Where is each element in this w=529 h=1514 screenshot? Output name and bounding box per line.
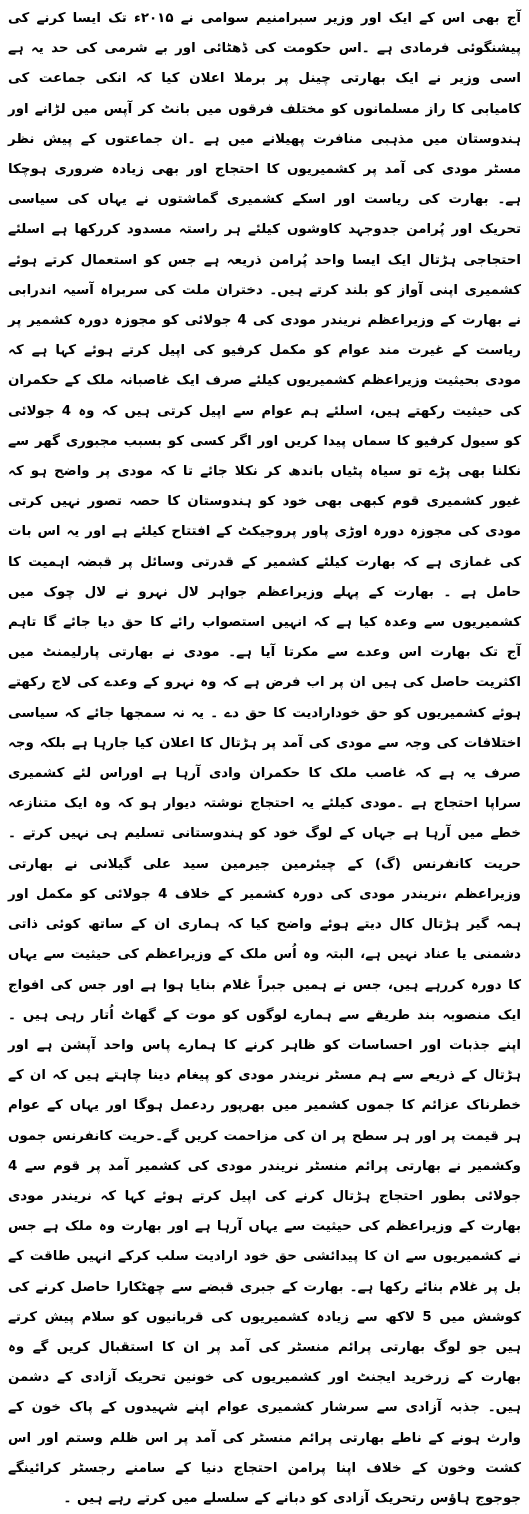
article-paragraph: آج بھی اس کے ایک اور وزیر سبرامنیم سوامی نے ۲۰۱۵ء تک ایسا کرنے کی پیشنگوئی فرمادی ہے ۔اس حکومت کی ڈھٹائی اور بے شرمی کی حد یہ ہے اسی وزیر نے ایک بھارتی چینل پر برملا اعلان کیا کہ انکی جماعت کی کامیابی کا راز مسلمانوں کو مختلف فرقوں میں بانٹ کر آپس میں لڑانے اور ہندوستان میں مذہبی منافرت پھیلانے میں ہے ۔ان جماعتوں کے پیش نظر مسٹر مودی کی آمد پر کشمیریوں کا احتجاج اور بھی زیادہ ضروری ہوچکا ہے۔ بھارت کی ریاست اور اسکے کشمیری گماشتوں نے یہاں کی سیاسی تحریک اور پُرامن جدوجہد کاوشوں کیلئے ہر راستہ مسدود کررکھا ہے اسلئے احتجاجی ہڑتال ایک ایسا واحد پُرامن ذریعہ ہے جس کو استعمال کرتے ہوئے کشمیری اپنی آواز کو بلند کرتے ہیں۔ دختران ملت کی سربراہ آسیہ اندرابی نے بھارت کے وزیراعظم نریندر مودی کی 4 جولائی کو مجوزہ دورہ کشمیر پر ریاست کے غیرت مند عوام کو مکمل کرفیو کی اپیل کرتے ہوئے کہا ہے کہ مودی بحیثیت وزیراعظم کشمیریوں کیلئے صرف ایک غاصبانہ ملک کے حکمران کی حیثیت رکھتے ہیں، اسلئے ہم عوام سے اپیل کرتی ہیں کہ وہ 4 جولائی کو سیول کرفیو کا سماں پیدا کریں اور اگر کسی کو بسبب مجبوری گھر سے نکلنا بھی پڑے تو سیاہ پٹیاں باندھ کر نکلا جائے تا کہ مودی پر واضح ہو کہ غیور کشمیری قوم کبھی بھی خود کو ہندوستان کا حصہ تصور نہیں کرتی مودی کی مجوزہ دورہ اوڑی پاور پروجیکٹ کے افتتاح کیلئے ہے اور یہ اس بات کی غمازی ہے کہ بھارت کیلئے کشمیر کے قدرتی وسائل پر قبضہ اہمیت کا حامل ہے ۔ بھارت کے پہلے وزیراعظم جواہر لال نہرو نے لال چوک میں کشمیریوں سے وعدہ کیا ہے کہ انہیں استصواب رائے کا حق دیا جائے گا تاہم آج تک بھارت اس وعدے سے مکرتا آیا ہے۔ مودی نے بھارتی پارلیمنٹ میں اکثریت حاصل کی ہیں ان پر اب فرض ہے کہ وہ نہرو کے وعدے کی لاج رکھتے ہوئے کشمیریوں کو حق خودارادیت کا حق دے ۔ یہ نہ سمجھا جائے کہ سیاسی اختلافات کی وجہ سے مودی کی آمد پر ہڑتال کا اعلان کیا جارہا ہے بلکہ وجہ صرف یہ ہے کہ غاصب ملک کا حکمران وادی آرہا ہے اوراس لئے کشمیری سراپا احتجاج ہے ۔مودی کیلئے یہ احتجاج نوشتہ دیوار ہو کہ وہ ایک متنازعہ خطے میں آرہا ہے جہاں کے لوگ خود کو ہندوستانی تسلیم ہی نہیں کرتے ۔حریت کانفرنس (گ) کے چیئرمین جیرمین سید علی گیلانی نے بھارتی وزیراعظم ،نریندر مودی کی دورہ کشمیر کے خلاف 4 جولائی کو مکمل اور ہمہ گیر ہڑتال کال دیتے ہوئے واضح کیا کہ ہماری ان کے ساتھ کوئی ذاتی دشمنی یا عناد نہیں ہے، البتہ وہ اُس ملک کے وزیراعظم کی حیثیت سے یہاں کا دورہ کررہے ہیں، جس نے ہمیں جبراً غلام بنایا ہوا ہے اور جس کی افواج ایک منصوبہ بند طریقے سے ہمارے لوگوں کو موت کے گھاٹ اُتار رہی ہیں ۔اپنے جذبات اور احساسات کو ظاہر کرنے کا ہمارے پاس واحد آپشن ہے اور ہڑتال کے ذریعے سے ہم مسٹر نریندر مودی کو پیغام دینا چاہتے ہیں کہ ان کے خطرناک عزائم کا جموں کشمیر میں بھرپور ردعمل ہوگا اور یہاں کے عوام ہر قیمت پر اور ہر سطح پر ان کی مزاحمت کریں گے۔حریت کانفرنس جموں وکشمیر نے بھارتی پرائم منسٹر نریندر مودی کی کشمیر آمد پر قوم سے 4 جولائی بطور احتجاج ہڑتال کرنے کی اپیل کرتے ہوئے کہا کہ نریندر مودی بھارت کے وزیراعظم کی حیثیت سے یہاں آرہا ہے اور بھارت وہ ملک ہے جس نے کشمیریوں سے ان کا پیدائشی حق خود ارادیت سلب کرکے انہیں طاقت کے بل پر غلام بنائے رکھا ہے۔ بھارت کے جبری قبضے سے چھٹکارا حاصل کرنے کی کوشش میں 5 لاکھ سے زیادہ کشمیریوں کی قربانیوں کو سلام پیش کرتے ہیں جو لوگ بھارتی پرائم منسٹر کی آمد پر ان کا استقبال کریں گے وہ بھارت کے زرخرید ایجنٹ اور کشمیریوں کی خونین تحریک آزادی کے دشمن ہیں۔ جذبہ آزادی سے سرشار کشمیری عوام اپنے شہیدوں کے پاک خون کے وارث ہونے کے ناطے بھارتی پرائم منسٹر کی آمد پر اس ظلم وستم اور اس کشت وخون کے خلاف اپنا پرامن احتجاج دنیا کے سامنے رجسٹر کرائینگے جوجوج ہاؤس رتحریک آزادی کو دبانے کے سلسلے میں کرتے رہے ہیں ۔: [8, 11, 522, 1506]
